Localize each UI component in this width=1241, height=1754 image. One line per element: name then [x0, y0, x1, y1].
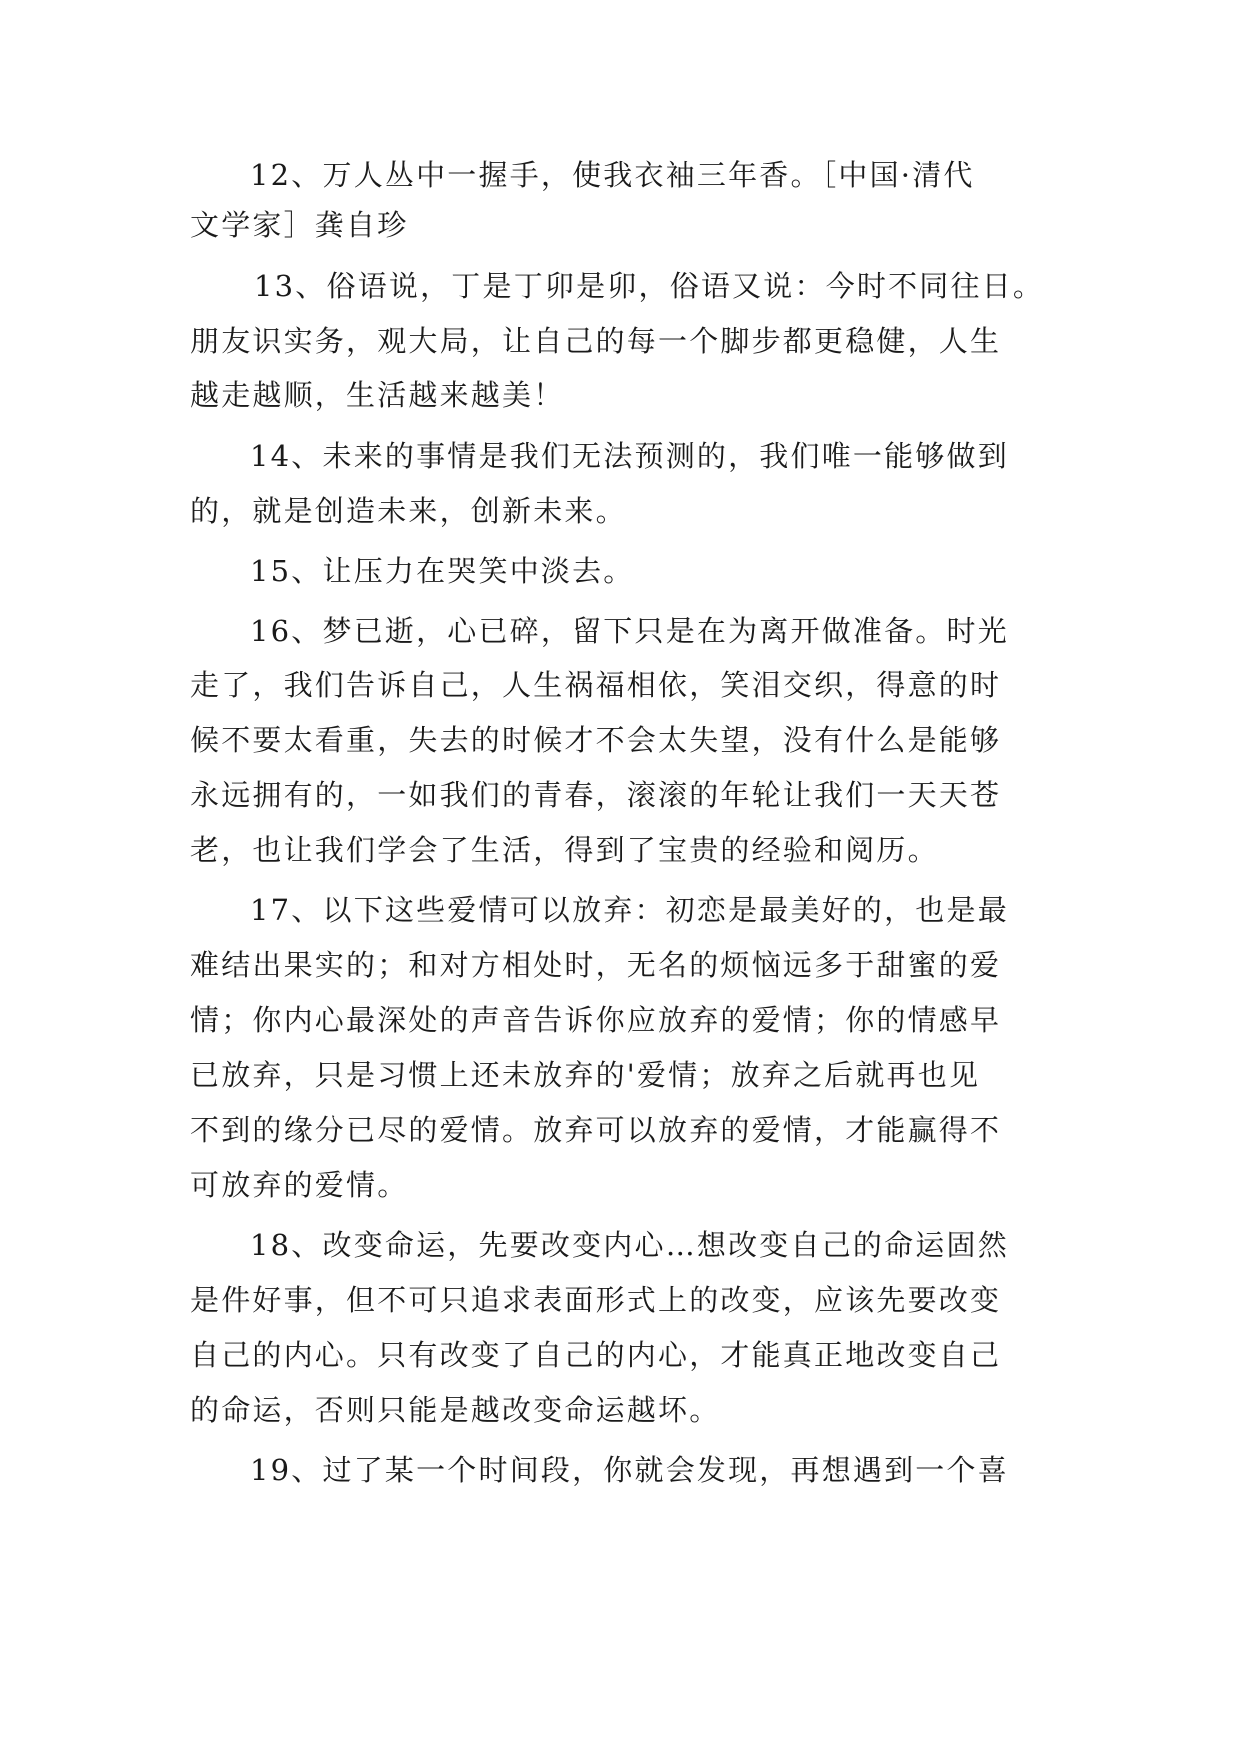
text-line: 朋友识实务，观大局，让自己的每一个脚步都更稳健，人生: [190, 324, 1002, 358]
text-line: 16、梦已逝，心已碎，留下只是在为离开做准备。时光: [250, 614, 1009, 648]
text-line: 是件好事，但不可只追求表面形式上的改变，应该先要改变: [190, 1283, 1002, 1317]
text-line: 已放弃，只是习惯上还未放弃的'爱情；放弃之后就再也见: [190, 1058, 981, 1092]
text-line: 文学家］龚自珍: [190, 208, 409, 242]
text-line: 19、过了某一个时间段，你就会发现，再想遇到一个喜: [250, 1453, 1009, 1487]
text-line: 难结出果实的；和对方相处时，无名的烦恼远多于甜蜜的爱: [190, 948, 1002, 982]
text-line: 的命运，否则只能是越改变命运越坏。: [190, 1393, 721, 1427]
text-line: 15、让压力在哭笑中淡去。: [250, 554, 635, 588]
text-line: 可放弃的爱情。: [190, 1168, 409, 1202]
text-line: 18、改变命运，先要改变内心…想改变自己的命运固然: [250, 1228, 1009, 1262]
text-line: 14、未来的事情是我们无法预测的，我们唯一能够做到: [250, 439, 1009, 473]
text-line: 17、以下这些爱情可以放弃：初恋是最美好的，也是最: [250, 893, 1009, 927]
text-line: 老，也让我们学会了生活，得到了宝贵的经验和阅历。: [190, 833, 939, 867]
text-line: 的，就是创造未来，创新未来。: [190, 494, 627, 528]
text-line: 永远拥有的，一如我们的青春，滚滚的年轮让我们一天天苍: [190, 778, 1002, 812]
text-line: 不到的缘分已尽的爱情。放弃可以放弃的爱情，才能赢得不: [190, 1113, 1002, 1147]
text-line: 候不要太看重，失去的时候才不会太失望，没有什么是能够: [190, 723, 1002, 757]
text-line: 12、万人丛中一握手，使我衣袖三年香。［中国·清代: [250, 158, 975, 192]
text-line: 越走越顺，生活越来越美！: [190, 378, 565, 412]
text-line: 情；你内心最深处的声音告诉你应放弃的爱情；你的情感早: [190, 1003, 1002, 1037]
text-line: 走了，我们告诉自己，人生祸福相依，笑泪交织，得意的时: [190, 668, 1002, 702]
text-line: 自己的内心。只有改变了自己的内心，才能真正地改变自己: [190, 1338, 1002, 1372]
text-line: 13、俗语说，丁是丁卯是卯，俗语又说：今时不同往日。: [254, 269, 1045, 303]
